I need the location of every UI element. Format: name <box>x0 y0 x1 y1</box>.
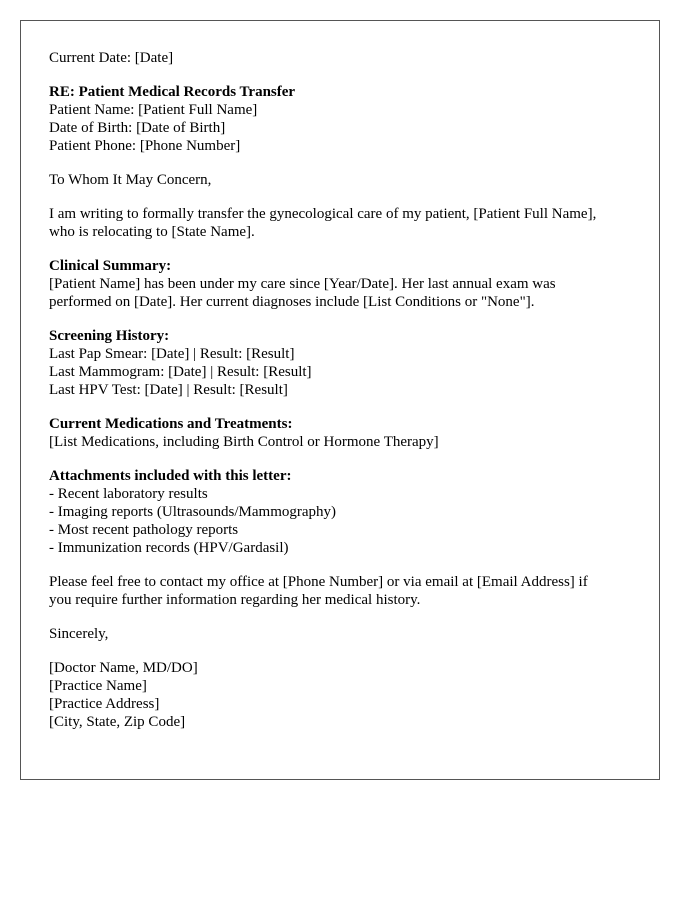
intro-paragraph-line-1: I am writing to formally transfer the gynecological care of my patient, [Patient Full Name], <box>49 206 597 222</box>
screening-history-heading: Screening History: <box>49 328 170 344</box>
attachments-heading: Attachments included with this letter: <box>49 468 292 484</box>
closing: Sincerely, <box>49 626 109 642</box>
signature-city-state-zip: [City, State, Zip Code] <box>49 714 186 730</box>
screening-item: Last Mammogram: [Date] | Result: [Result] <box>49 364 312 380</box>
signature-doctor-name: [Doctor Name, MD/DO] <box>49 660 198 676</box>
patient-name-line: Patient Name: [Patient Full Name] <box>49 102 258 118</box>
date-of-birth-line: Date of Birth: [Date of Birth] <box>49 120 226 136</box>
attachment-item: - Most recent pathology reports <box>49 522 239 538</box>
salutation: To Whom It May Concern, <box>49 172 212 188</box>
contact-paragraph-line-1: Please feel free to contact my office at [Phone Number] or via email at [Email Address] if <box>49 574 588 590</box>
clinical-summary-heading: Clinical Summary: <box>49 258 172 274</box>
clinical-summary-line-1: [Patient Name] has been under my care since [Year/Date]. Her last annual exam was <box>49 276 556 292</box>
contact-paragraph-line-2: you require further information regarding her medical history. <box>49 592 421 608</box>
screening-item: Last Pap Smear: [Date] | Result: [Result] <box>49 346 295 362</box>
signature-practice-name: [Practice Name] <box>49 678 147 694</box>
re-subject-line: RE: Patient Medical Records Transfer <box>49 84 296 100</box>
medications-text: [List Medications, including Birth Control or Hormone Therapy] <box>49 434 439 450</box>
patient-phone-line: Patient Phone: [Phone Number] <box>49 138 241 154</box>
attachment-item: - Immunization records (HPV/Gardasil) <box>49 540 289 556</box>
letter-page <box>20 20 660 780</box>
intro-paragraph-line-2: who is relocating to [State Name]. <box>49 224 255 240</box>
medications-heading: Current Medications and Treatments: <box>49 416 293 432</box>
attachment-item: - Recent laboratory results <box>49 486 208 502</box>
current-date: Current Date: [Date] <box>49 50 174 66</box>
clinical-summary-line-2: performed on [Date]. Her current diagnoses include [List Conditions or "None"]. <box>49 294 535 310</box>
screening-item: Last HPV Test: [Date] | Result: [Result] <box>49 382 288 398</box>
signature-practice-address: [Practice Address] <box>49 696 160 712</box>
attachment-item: - Imaging reports (Ultrasounds/Mammography) <box>49 504 337 520</box>
